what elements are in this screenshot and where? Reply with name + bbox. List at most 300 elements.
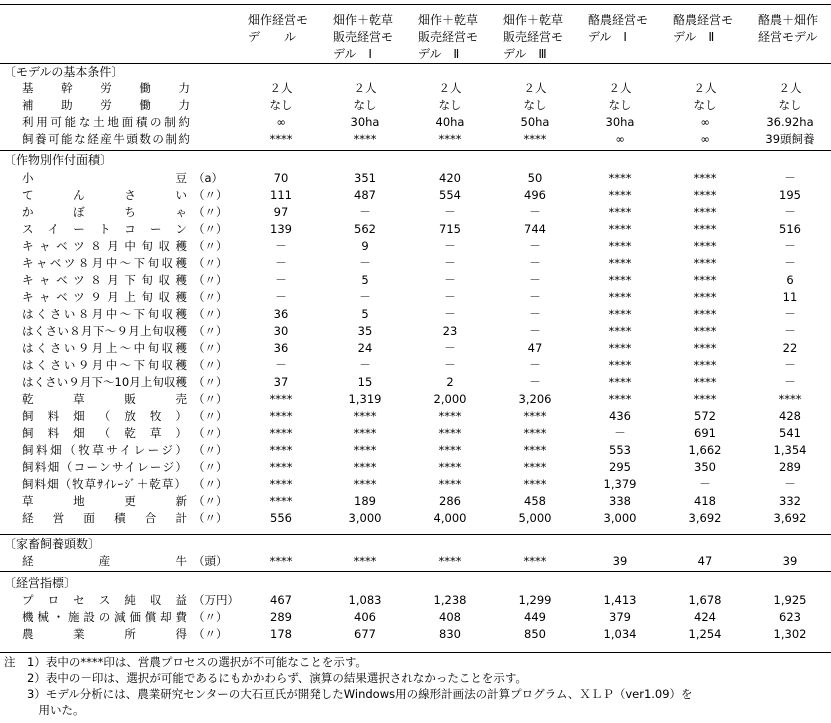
column-header-line: 販売経営モ	[418, 30, 479, 44]
row-unit: （〃）	[193, 290, 228, 304]
table-cell: ****	[269, 132, 293, 146]
table-cell: 47	[527, 341, 543, 355]
table-cell: ****	[438, 443, 462, 457]
footnotes	[4, 654, 693, 718]
table-cell: ****	[608, 273, 632, 287]
row-label: 飼料畑（乾草）	[22, 426, 187, 440]
table-cell: 50ha	[520, 115, 550, 129]
row-label: 機械・施設の減価償却費	[22, 610, 187, 624]
row-label: スイートコーン	[22, 222, 187, 236]
column-header-line: デル Ⅰ	[588, 30, 627, 44]
row-label: キャベツ８月中旬収穫	[22, 239, 187, 253]
section-rule	[0, 150, 831, 151]
table-cell: 830	[439, 627, 461, 641]
table-cell: 295	[609, 460, 631, 474]
column-header-line: 酪農＋畑作	[758, 13, 819, 27]
table-cell: ****	[523, 409, 547, 423]
row-unit: （〃）	[193, 307, 228, 321]
table-cell: －	[275, 273, 287, 287]
table-row	[0, 476, 831, 493]
table-cell: 424	[694, 610, 716, 624]
table-cell: ****	[693, 358, 717, 372]
table-cell: ****	[693, 256, 717, 270]
table-cell: ∞	[700, 132, 710, 146]
table-cell: 408	[439, 610, 461, 624]
row-label: はくさい９月下～10月上旬収穫	[22, 375, 187, 389]
row-label: 飼料畑（コーンサイレージ）	[22, 460, 187, 474]
table-row	[0, 553, 831, 570]
table-row	[0, 170, 831, 187]
table-cell: 496	[524, 188, 546, 202]
table-cell: 1,678	[688, 593, 722, 607]
table-cell: ****	[353, 426, 377, 440]
row-unit: （〃）	[193, 324, 228, 338]
row-unit: （〃）	[193, 477, 228, 491]
column-header-line: 経営モデル	[758, 30, 818, 44]
row-unit: （〃）	[193, 494, 228, 508]
table-cell: 11	[782, 290, 798, 304]
table-cell: 9	[361, 239, 369, 253]
table-row	[0, 306, 831, 323]
table-cell: ****	[523, 443, 547, 457]
table-cell: －	[784, 171, 796, 185]
table-cell: 139	[270, 222, 292, 236]
table-cell: －	[784, 256, 796, 270]
table-cell: ****	[353, 477, 377, 491]
row-unit: （〃）	[193, 443, 228, 457]
table-row	[0, 97, 831, 114]
table-cell: ****	[438, 554, 462, 568]
column-header	[248, 12, 308, 46]
column-header-line: 畑作＋乾草	[333, 13, 394, 27]
table-cell: －	[529, 273, 541, 287]
table-cell: ****	[269, 554, 293, 568]
table-cell: 178	[270, 627, 292, 641]
table-row	[0, 221, 831, 238]
table-cell: ****	[693, 392, 717, 406]
table-cell: －	[444, 290, 456, 304]
column-header-line: 販売経営モ	[333, 30, 394, 44]
table-cell: なし	[353, 98, 377, 112]
row-label: キャベツ９月上旬収穫	[22, 290, 187, 304]
table-cell: ２人	[778, 81, 802, 95]
table-cell: 23	[442, 324, 458, 338]
table-cell: ****	[693, 273, 717, 287]
table-cell: 1,238	[433, 593, 467, 607]
column-header-line: 販売経営モ	[503, 30, 564, 44]
table-cell: ２人	[523, 81, 547, 95]
column-header-line: デ ル	[248, 30, 297, 44]
table-cell: 195	[779, 188, 801, 202]
table-cell: 4,000	[433, 511, 467, 525]
table-cell: 289	[270, 610, 292, 624]
column-header	[673, 12, 733, 46]
table-cell: 487	[354, 188, 376, 202]
table-cell: ****	[353, 460, 377, 474]
row-label: はくさい８月下～９月上旬収穫	[22, 324, 187, 338]
footnote: 2）表中の－印は、選択が可能であるにもかかわらず、演算の結果選択されなかったことを示す。	[4, 671, 527, 685]
table-cell: －	[784, 205, 796, 219]
section-rule	[0, 534, 831, 535]
section-rule	[0, 571, 831, 572]
table-cell: 22	[782, 341, 798, 355]
table-cell: ****	[608, 171, 632, 185]
table-cell: ****	[523, 477, 547, 491]
table-cell: ２人	[438, 81, 462, 95]
table-cell: 1,413	[603, 593, 637, 607]
table-row	[0, 510, 831, 527]
table-cell: ****	[693, 188, 717, 202]
table-cell: －	[275, 290, 287, 304]
row-label: 経産牛	[22, 554, 187, 568]
table-cell: 5	[361, 307, 369, 321]
table-cell: 541	[779, 426, 801, 440]
section-title: 〔作物別作付面積〕	[4, 153, 113, 167]
table-cell: 623	[779, 610, 801, 624]
table-cell: 3,692	[688, 511, 722, 525]
row-unit: （〃）	[193, 256, 228, 270]
table-cell: －	[444, 205, 456, 219]
table-row	[0, 442, 831, 459]
table-cell: ****	[693, 324, 717, 338]
table-cell: ****	[438, 409, 462, 423]
column-header-line: デル Ⅰ	[333, 47, 372, 61]
row-unit: （〃）	[193, 460, 228, 474]
table-cell: ****	[693, 239, 717, 253]
column-header-line: デル Ⅱ	[418, 47, 460, 61]
table-row	[0, 391, 831, 408]
table-cell: ****	[608, 358, 632, 372]
table-row	[0, 131, 831, 148]
table-row	[0, 374, 831, 391]
table-cell: 1,299	[518, 593, 552, 607]
table-cell: ****	[608, 392, 632, 406]
table-row	[0, 425, 831, 442]
table-cell: 35	[357, 324, 373, 338]
row-unit: （〃）	[193, 358, 228, 372]
table-cell: 30	[273, 324, 289, 338]
row-unit: （a）	[193, 171, 224, 185]
table-cell: 2,000	[433, 392, 467, 406]
table-cell: 24	[357, 341, 373, 355]
table-row	[0, 459, 831, 476]
table-cell: －	[444, 239, 456, 253]
table-cell: ****	[353, 554, 377, 568]
table-cell: ****	[693, 375, 717, 389]
table-cell: ****	[269, 392, 293, 406]
table-cell: 715	[439, 222, 461, 236]
table-cell: 420	[439, 171, 461, 185]
table-cell: 3,206	[518, 392, 552, 406]
section-rule	[0, 63, 831, 64]
table-cell: －	[529, 290, 541, 304]
table-cell: －	[359, 205, 371, 219]
table-cell: ****	[353, 132, 377, 146]
table-cell: ****	[523, 132, 547, 146]
row-label: 飼料畑（牧草ｻｲﾚｰｼﾞ＋乾草）	[22, 477, 187, 491]
table-cell: 5,000	[518, 511, 552, 525]
row-unit: （万円）	[193, 593, 239, 607]
row-label: 飼料畑（放牧）	[22, 409, 187, 423]
table-cell: ****	[693, 205, 717, 219]
table-cell: －	[784, 324, 796, 338]
table-cell: なし	[438, 98, 462, 112]
table-cell: ****	[693, 341, 717, 355]
row-unit: （〃）	[193, 426, 228, 440]
table-cell: 30ha	[350, 115, 380, 129]
table-cell: ∞	[276, 115, 286, 129]
table-cell: －	[784, 307, 796, 321]
footnote: 用いた。	[4, 703, 85, 717]
table-cell: ****	[269, 477, 293, 491]
row-label: はくさい９月上～中旬収穫	[22, 341, 187, 355]
table-cell: 189	[354, 494, 376, 508]
table-cell: 744	[524, 222, 546, 236]
table-cell: 36.92ha	[766, 115, 814, 129]
table-cell: 428	[779, 409, 801, 423]
table-cell: 1,354	[773, 443, 807, 457]
table-row	[0, 609, 831, 626]
table-cell: 3,000	[348, 511, 382, 525]
table-cell: －	[529, 205, 541, 219]
table-cell: 677	[354, 627, 376, 641]
table-cell: 332	[779, 494, 801, 508]
table-cell: なし	[269, 98, 293, 112]
table-cell: －	[529, 256, 541, 270]
table-cell: 36	[273, 307, 289, 321]
table-cell: 1,302	[773, 627, 807, 641]
row-label: 飼料畑（牧草サイレージ）	[22, 443, 187, 457]
table-row	[0, 255, 831, 272]
table-cell: 1,379	[603, 477, 637, 491]
table-cell: ****	[608, 205, 632, 219]
table-cell: 39	[612, 554, 628, 568]
row-label: 利用可能な土地面積の制約	[22, 115, 190, 129]
column-header	[758, 12, 818, 46]
footnote: 3）モデル分析には、農業研究センターの大石亘氏が開発したWindows用の線形計画法の計算プログラム、ＸＬＰ（ver1.09）を	[4, 687, 693, 701]
table-cell: 3,692	[773, 511, 807, 525]
table-cell: －	[444, 307, 456, 321]
table-cell: ****	[438, 460, 462, 474]
table-cell: ****	[523, 426, 547, 440]
row-label: 小豆	[22, 171, 187, 185]
table-cell: 350	[694, 460, 716, 474]
row-label: 農業所得	[22, 627, 187, 641]
column-header-line: 畑作＋乾草	[503, 13, 564, 27]
table-row	[0, 340, 831, 357]
table-cell: 47	[697, 554, 713, 568]
table-cell: ****	[608, 375, 632, 389]
table-cell: 3,000	[603, 511, 637, 525]
table-row	[0, 493, 831, 510]
table-cell: ∞	[700, 115, 710, 129]
row-unit: （〃）	[193, 392, 228, 406]
table-cell: －	[444, 273, 456, 287]
column-header	[588, 12, 648, 46]
table-cell: 1,034	[603, 627, 637, 641]
table-row	[0, 289, 831, 306]
table-row	[0, 592, 831, 609]
table-row	[0, 80, 831, 97]
table-cell: 1,254	[688, 627, 722, 641]
table-cell: －	[275, 358, 287, 372]
row-label: 草地更新	[22, 494, 187, 508]
section-title: 〔モデルの基本条件〕	[4, 65, 124, 79]
column-header-line: 畑作経営モ	[248, 13, 309, 27]
table-cell: 97	[273, 205, 289, 219]
table-cell: 1,925	[773, 593, 807, 607]
table-cell: 30ha	[605, 115, 635, 129]
row-unit: （〃）	[193, 205, 228, 219]
table-cell: －	[529, 324, 541, 338]
table-cell: －	[529, 307, 541, 321]
table-cell: ****	[608, 188, 632, 202]
row-unit: （〃）	[193, 409, 228, 423]
table-row	[0, 357, 831, 374]
row-label: 飼養可能な経産牛頭数の制約	[22, 132, 190, 146]
row-label: キャベツ８月下旬収穫	[22, 273, 187, 287]
table-cell: ****	[608, 324, 632, 338]
table-cell: －	[529, 358, 541, 372]
table-cell: ****	[269, 409, 293, 423]
table-row	[0, 408, 831, 425]
table-cell: 467	[270, 593, 292, 607]
table-cell: ∞	[615, 132, 625, 146]
top-rule	[0, 4, 831, 5]
row-label: はくさい８月中～下旬収穫	[22, 307, 187, 321]
table-row	[0, 204, 831, 221]
table-cell: ****	[608, 256, 632, 270]
column-header-line: 酪農経営モ	[588, 13, 649, 27]
table-cell: －	[275, 239, 287, 253]
row-label: プロセス純収益	[22, 593, 187, 607]
row-label: 経営面積合計	[22, 511, 187, 525]
row-label: 基幹労働力	[22, 81, 190, 95]
table-cell: ****	[693, 307, 717, 321]
table-cell: ****	[438, 477, 462, 491]
row-unit: （〃）	[193, 610, 228, 624]
row-unit: （〃）	[193, 239, 228, 253]
table-cell: 516	[779, 222, 801, 236]
table-cell: 572	[694, 409, 716, 423]
table-cell: －	[699, 477, 711, 491]
table-cell: ****	[269, 494, 293, 508]
table-cell: －	[444, 358, 456, 372]
table-cell: ****	[438, 426, 462, 440]
row-unit: （〃）	[193, 627, 228, 641]
table-cell: 6	[786, 273, 794, 287]
column-header	[418, 12, 478, 63]
table-cell: 5	[361, 273, 369, 287]
table-cell: －	[529, 239, 541, 253]
table-cell: ****	[269, 460, 293, 474]
table-cell: 2	[446, 375, 454, 389]
table-cell: －	[444, 256, 456, 270]
table-cell: 39	[782, 554, 798, 568]
table-row	[0, 626, 831, 643]
table-cell: －	[444, 341, 456, 355]
table-cell: 111	[270, 188, 292, 202]
table-cell: 418	[694, 494, 716, 508]
table-cell: 37	[273, 375, 289, 389]
row-unit: （〃）	[193, 341, 228, 355]
bottom-rule	[0, 652, 831, 653]
row-unit: （頭）	[193, 554, 228, 568]
row-label: はくさい９月中～下旬収穫	[22, 358, 187, 372]
table-cell: 406	[354, 610, 376, 624]
table-cell: 554	[439, 188, 461, 202]
table-cell: ****	[608, 290, 632, 304]
table-cell: 553	[609, 443, 631, 457]
row-unit: （〃）	[193, 188, 228, 202]
table-cell: 556	[270, 511, 292, 525]
section-title: 〔家畜飼養頭数〕	[4, 537, 101, 551]
table-cell: 458	[524, 494, 546, 508]
row-label: キャベツ８月中～下旬収穫	[22, 256, 187, 270]
table-cell: －	[275, 256, 287, 270]
table-cell: ****	[693, 222, 717, 236]
table-cell: 70	[273, 171, 289, 185]
row-unit: （〃）	[193, 273, 228, 287]
table-cell: 289	[779, 460, 801, 474]
section-title: 〔経営指標〕	[4, 576, 77, 590]
table-cell: ****	[693, 171, 717, 185]
table-cell: －	[359, 358, 371, 372]
table-cell: ****	[353, 443, 377, 457]
table-row	[0, 323, 831, 340]
table-cell: ２人	[608, 81, 632, 95]
table-cell: ****	[693, 290, 717, 304]
column-header-line: 畑作＋乾草	[418, 13, 479, 27]
table-cell: なし	[608, 98, 632, 112]
table-cell: －	[614, 426, 626, 440]
row-label: てんさい	[22, 188, 187, 202]
table-cell: なし	[778, 98, 802, 112]
table-cell: －	[784, 239, 796, 253]
footnote: 注 1）表中の****印は、営農プロセスの選択が不可能なことを示す。	[4, 655, 367, 669]
table-cell: ****	[608, 341, 632, 355]
table-cell: ２人	[269, 81, 293, 95]
table-cell: なし	[523, 98, 547, 112]
table-cell: 691	[694, 426, 716, 440]
table-cell: 351	[354, 171, 376, 185]
table-cell: ****	[608, 222, 632, 236]
row-label: 乾草販売	[22, 392, 187, 406]
table-cell: 562	[354, 222, 376, 236]
table-cell: －	[359, 256, 371, 270]
table-row	[0, 272, 831, 289]
table-cell: 15	[357, 375, 373, 389]
table-cell: 436	[609, 409, 631, 423]
table-row	[0, 114, 831, 131]
table-cell: 449	[524, 610, 546, 624]
table-cell: －	[359, 290, 371, 304]
table-cell: ****	[269, 426, 293, 440]
table-cell: ****	[438, 132, 462, 146]
table-cell: なし	[693, 98, 717, 112]
table-cell: 286	[439, 494, 461, 508]
table-cell: 40ha	[435, 115, 465, 129]
table-cell: 36	[273, 341, 289, 355]
table-cell: 1,319	[348, 392, 382, 406]
table-cell: ****	[523, 554, 547, 568]
row-label: 補助労働力	[22, 98, 190, 112]
table-cell: 1,662	[688, 443, 722, 457]
row-unit: （〃）	[193, 511, 228, 525]
table-cell: 50	[527, 171, 543, 185]
table-cell: 850	[524, 627, 546, 641]
row-unit: （〃）	[193, 222, 228, 236]
